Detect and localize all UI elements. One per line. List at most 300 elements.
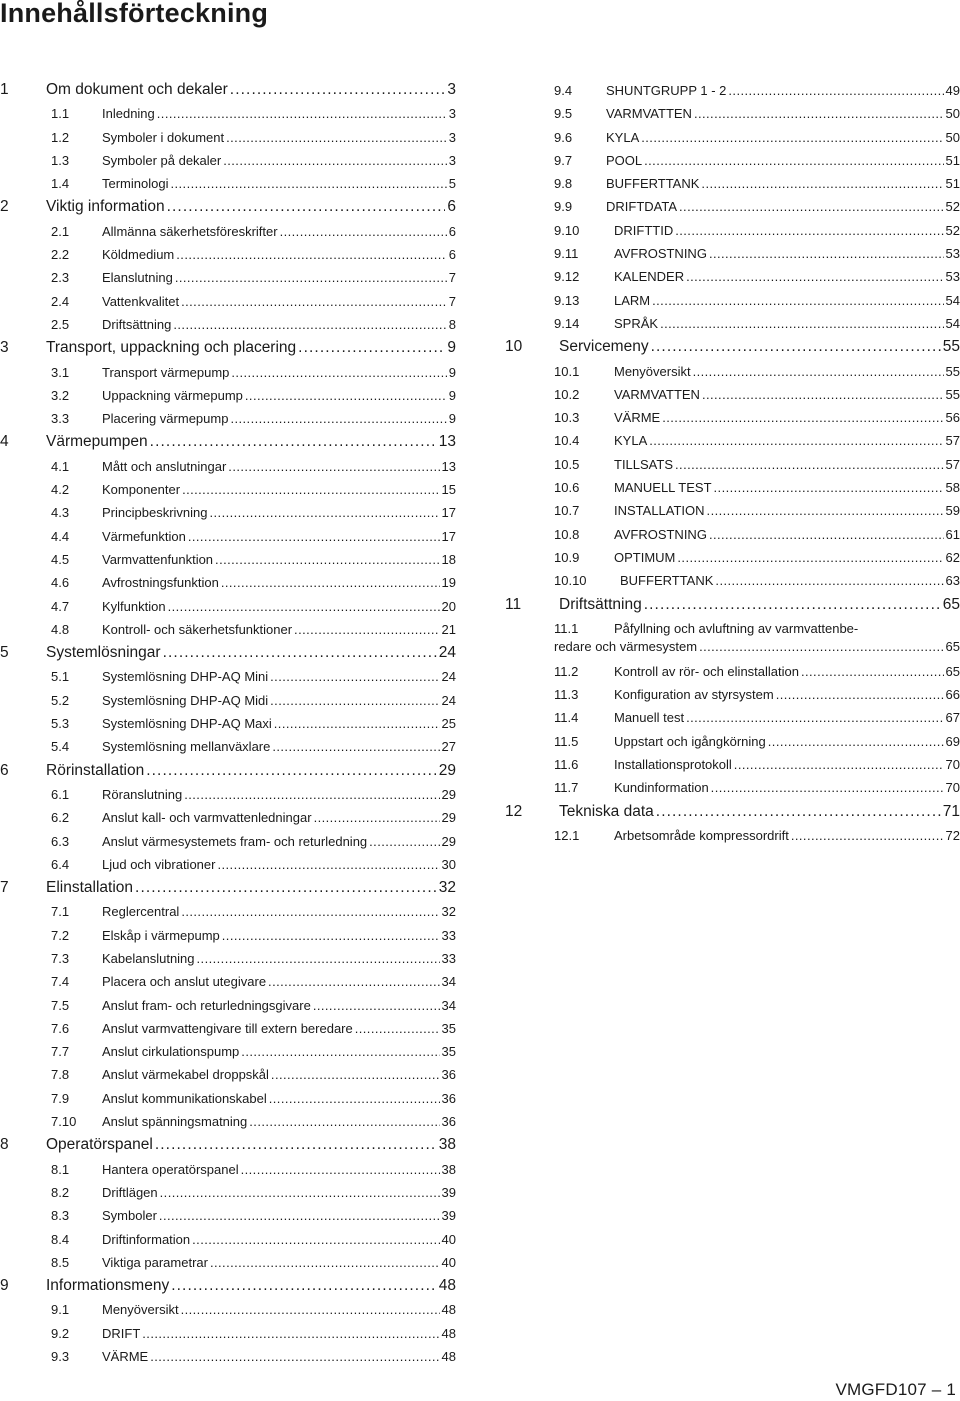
toc-section-entry[interactable] [0,172,456,195]
dot-leader [294,618,439,641]
dot-leader [181,900,439,923]
toc-section-entry[interactable] [0,595,456,618]
toc-section-entry[interactable] [0,830,456,853]
toc-entry-title: SPRÅK [614,315,659,331]
toc-entry-page: 50 [945,129,960,145]
toc-section-entry[interactable] [0,689,456,712]
toc-section-entry[interactable] [0,924,456,947]
toc-entry-page: 34 [441,974,456,990]
toc-entry-number: 9.13 [554,292,580,308]
toc-section-entry[interactable] [0,735,456,758]
toc-entry-number: 7.2 [51,927,70,943]
toc-entry-title: Komponenter [102,482,181,498]
toc-entry-title: VÄRME [614,410,661,426]
toc-section-entry[interactable] [0,266,456,289]
dot-leader [142,1322,439,1345]
toc-section-entry[interactable] [0,783,456,806]
dot-leader [210,501,440,524]
toc-entry-page: 70 [945,757,960,773]
toc-entry-title: Köldmedium [102,247,175,263]
toc-entry-title: Uppstart och igångkörning [614,733,766,749]
toc-entry-title: OPTIMUM [614,549,676,565]
toc-entry-page: 20 [441,598,456,614]
toc-entry-title: SHUNTGRUPP 1 - 2 [606,83,727,98]
dot-leader [714,476,944,499]
dot-leader [701,172,943,195]
toc-entry-page: 63 [945,573,960,589]
toc-entry-title: Systemlösning DHP-AQ Mini [102,669,269,685]
toc-entry-page: 54 [945,292,960,308]
toc-entry-page: 32 [438,879,456,897]
toc-section-entry[interactable] [0,102,456,125]
toc-entry-title: Systemlösningar [46,644,161,662]
toc-entry-page: 48 [438,1277,456,1295]
toc-entry-number: 7.5 [51,997,70,1013]
toc-section-entry[interactable] [0,665,456,688]
toc-entry-page: 32 [441,904,456,920]
toc-entry-title: Kabelanslutning [102,950,195,966]
toc-section-entry[interactable] [505,383,960,406]
toc-entry-number: 10.5 [554,456,580,472]
toc-chapter-entry[interactable] [0,759,456,783]
toc-chapter-entry[interactable] [0,1133,456,1157]
toc-entry-page: 40 [441,1254,456,1270]
toc-entry-page: 48 [441,1325,456,1341]
toc-chapter-entry[interactable] [0,78,456,102]
toc-entry-number: 4.5 [51,551,70,567]
toc-entry-page: 53 [945,269,960,285]
toc-entry-page: 3 [448,152,456,168]
toc-entry-number: 11.5 [554,733,579,749]
toc-entry-number: 9.7 [554,152,573,168]
dot-leader [675,453,944,476]
toc-section-entry[interactable] [0,525,456,548]
toc-section-entry[interactable] [0,806,456,829]
dot-leader [150,1345,439,1368]
dot-leader [241,1040,439,1063]
toc-entry-page: 34 [441,997,456,1013]
dot-leader [715,569,943,592]
toc-entry-title: Viktiga parametrar [102,1254,208,1270]
toc-entry-page: 48 [441,1349,456,1365]
toc-entry-title: Driftsättning [102,316,172,332]
toc-section-entry[interactable] [505,406,960,429]
dot-leader [699,638,943,656]
dot-leader [181,1298,440,1321]
dot-leader [231,361,446,384]
dot-leader [159,1204,440,1227]
toc-section-entry[interactable] [505,312,960,335]
dot-leader [222,924,440,947]
toc-section-entry[interactable] [0,1017,456,1040]
toc-entry-title: BUFFERTTANK [620,573,714,589]
toc-section-entry[interactable] [0,1345,456,1368]
toc-section-entry[interactable] [0,149,456,172]
toc-entry-number: 9.14 [554,315,580,331]
toc-entry-page: 57 [945,433,960,449]
dot-leader [694,102,944,125]
toc-entry-page: 66 [945,687,960,703]
toc-entry-number: 11.7 [554,780,579,796]
dot-leader [241,1158,440,1181]
toc-section-entry[interactable] [0,548,456,571]
dot-leader [173,313,446,336]
toc-entry-page: 52 [945,199,960,215]
toc-entry-number: 8.4 [51,1231,70,1247]
toc-entry-title: AVFROSTNING [614,526,707,542]
toc-entry-page: 36 [441,1114,456,1130]
toc-section-entry[interactable] [0,1204,456,1227]
toc-section-entry[interactable] [505,617,960,660]
toc-chapter-entry[interactable] [0,195,456,219]
toc-entry-page: 65 [945,663,960,679]
toc-section-entry[interactable] [0,1158,456,1181]
toc-section-entry[interactable] [505,265,960,288]
toc-section-entry[interactable] [505,730,960,753]
toc-entry-title: Symboler i dokument [102,129,225,145]
toc-entry-number: 11 [505,595,522,613]
toc-entry-title: Kylfunktion [102,598,166,614]
dot-leader [656,800,941,824]
toc-section-entry[interactable] [0,712,456,735]
toc-entry-number: 7.3 [51,950,70,966]
toc-entry-number: 6.3 [51,833,70,849]
toc-section-entry[interactable] [0,126,456,149]
toc-entry-number: 11.2 [554,663,579,679]
toc-entry-page: 36 [441,1067,456,1083]
toc-section-entry[interactable] [0,384,456,407]
toc-entry-page: 29 [441,810,456,826]
toc-section-entry[interactable] [0,853,456,876]
toc-entry-page: 9 [448,364,456,380]
toc-entry-page: 65 [942,595,960,613]
toc-entry-number: 1.4 [51,176,70,192]
toc-section-entry[interactable] [505,79,960,102]
toc-section-entry[interactable] [0,970,456,993]
toc-entry-number: 5.4 [51,739,70,755]
dot-leader [709,523,944,546]
toc-entry-number: 7.4 [51,974,70,990]
toc-entry-number: 4.7 [51,598,70,614]
toc-section-entry[interactable] [0,1228,456,1251]
toc-entry-page: 53 [945,246,960,262]
toc-entry-title: Driftsättning [559,595,642,613]
toc-chapter-entry[interactable] [505,800,960,824]
toc-chapter-entry[interactable] [0,641,456,665]
toc-entry-page: 9 [448,387,456,403]
toc-entry-title: Vattenkvalitet [102,293,180,309]
toc-section-entry[interactable] [0,1040,456,1063]
dot-leader [223,149,447,172]
toc-entry-title: Varmvattenfunktion [102,551,214,567]
dot-leader [272,735,439,758]
toc-entry-page: 24 [438,644,456,662]
toc-section-entry[interactable] [505,706,960,729]
toc-section-entry[interactable] [0,455,456,478]
toc-entry-title: DRIFT [102,1325,141,1341]
toc-entry-number: 10 [505,338,523,356]
toc-section-entry[interactable] [505,360,960,383]
dot-leader [217,853,439,876]
toc-entry-title: Operatörspanel [46,1136,153,1154]
dot-leader [662,406,943,429]
toc-entry-page: 72 [945,827,960,843]
toc-entry-title: DRIFTDATA [606,199,678,215]
toc-entry-page: 7 [448,270,456,286]
toc-section-entry[interactable] [505,429,960,452]
toc-entry-number: 4.6 [51,575,70,591]
dot-leader [270,665,439,688]
dot-leader [168,595,440,618]
toc-section-entry[interactable] [0,1322,456,1345]
toc-entry-number: 7.8 [51,1067,70,1083]
toc-section-entry[interactable] [0,290,456,313]
toc-section-entry[interactable] [505,102,960,125]
toc-entry-number: 9.11 [554,246,579,262]
toc-section-entry[interactable] [505,776,960,799]
toc-section-entry[interactable] [505,289,960,312]
dot-leader [197,947,440,970]
toc-section-entry[interactable] [505,242,960,265]
toc-section-entry[interactable] [0,1181,456,1204]
toc-chapter-entry[interactable] [0,336,456,360]
toc-entry-number: 8.2 [51,1184,70,1200]
toc-entry-number: 5.1 [51,669,70,685]
toc-section-entry[interactable] [0,243,456,266]
dot-leader [176,243,447,266]
toc-section-entry[interactable] [0,947,456,970]
toc-entry-page: 27 [441,739,456,755]
dot-leader [791,824,944,847]
toc-entry-number: 1 [0,81,9,98]
toc-entry-number: 10.8 [554,526,580,542]
toc-section-entry[interactable] [0,478,456,501]
toc-entry-number: 5.3 [51,716,70,732]
toc-section-entry[interactable] [505,149,960,172]
toc-entry-title: Värmepumpen [46,433,148,451]
toc-entry-title: Anslut värmesystemets fram- och returledning [102,833,368,849]
dot-leader [150,430,437,454]
toc-entry-number: 9.6 [554,129,573,145]
toc-section-entry[interactable] [505,824,960,847]
toc-entry-page: 6 [448,223,456,239]
toc-section-entry[interactable] [505,172,960,195]
toc-entry-title: Informationsmeny [46,1277,170,1295]
toc-section-entry[interactable] [0,1087,456,1110]
dot-leader [686,706,943,729]
toc-entry-page: 6 [447,198,456,216]
toc-entry-number: 2.2 [51,247,70,263]
toc-entry-title: Anslut värmekabel droppskål [102,1067,269,1083]
toc-chapter-entry[interactable] [0,430,456,454]
toc-section-entry[interactable] [505,683,960,706]
dot-leader [167,195,446,219]
toc-chapter-entry[interactable] [0,1274,456,1298]
toc-entry-page: 9 [448,411,456,427]
dot-leader [728,79,943,102]
dot-leader [155,1133,437,1157]
dot-leader [768,730,944,753]
dot-leader [660,312,943,335]
toc-entry-title: VARMVATTEN [614,386,700,402]
toc-entry-page: 51 [945,176,960,192]
toc-section-entry[interactable] [505,453,960,476]
toc-section-entry[interactable] [0,501,456,524]
toc-section-entry[interactable] [0,1298,456,1321]
toc-entry-page: 15 [441,482,456,498]
toc-entry-page: 17 [441,505,456,521]
toc-section-entry[interactable] [0,618,456,641]
toc-entry-number: 4.1 [51,458,70,474]
toc-entry-title: Placera och anslut utegivare [102,974,267,990]
dot-leader [679,195,944,218]
toc-entry-page: 57 [945,456,960,472]
dot-leader [355,1017,440,1040]
toc-entry-title: Reglercentral [102,904,180,920]
toc-entry-page: 51 [945,152,960,168]
dot-leader [707,499,944,522]
toc-entry-title: Transport, uppackning och placering [46,339,297,357]
toc-section-entry[interactable] [0,407,456,430]
toc-entry-title: KYLA [606,129,640,145]
toc-entry-title: MANUELL TEST [614,480,712,496]
dot-leader [226,126,447,149]
toc-entry-number: 3 [0,339,9,357]
toc-entry-title: Påfyllning och avluftning av varmvattenbe- [614,620,859,636]
toc-section-entry[interactable] [505,219,960,242]
dot-leader [184,783,439,806]
dot-leader [157,102,447,125]
toc-entry-page: 49 [945,83,960,98]
toc-entry-number: 6.4 [51,856,70,872]
toc-entry-number: 9.4 [554,83,573,98]
toc-entry-number: 4.8 [51,621,70,637]
toc-column-left [0,78,456,1368]
toc-entry-number: 2.5 [51,316,70,332]
toc-section-entry[interactable] [505,546,960,569]
dot-leader [269,1087,440,1110]
toc-entry-number: 10.2 [554,386,580,402]
toc-chapter-entry[interactable] [505,335,960,359]
toc-section-entry[interactable] [0,220,456,243]
toc-entry-number: 5 [0,644,9,662]
dot-leader [675,219,943,242]
toc-entry-number: 8.1 [51,1161,70,1177]
dot-leader [702,383,944,406]
toc-entry-number: 1.3 [51,152,70,168]
toc-section-entry[interactable] [0,313,456,336]
toc-chapter-entry[interactable] [0,876,456,900]
toc-entry-number: 9.8 [554,176,573,192]
toc-section-entry[interactable] [505,523,960,546]
toc-entry-page: 39 [441,1184,456,1200]
dot-leader [644,149,943,172]
toc-entry-title: Anslut kommunikationskabel [102,1090,267,1106]
dot-leader [181,290,447,313]
dot-leader [270,689,439,712]
toc-section-entry[interactable] [0,1251,456,1274]
toc-entry-page: 39 [441,1208,456,1224]
toc-entry-title: Anslut spänningsmatning [102,1114,248,1130]
toc-entry-title: Elinstallation [46,879,134,897]
dot-leader [175,266,447,289]
toc-section-entry[interactable] [505,126,960,149]
toc-section-entry[interactable] [505,753,960,776]
toc-section-entry[interactable] [0,994,456,1017]
toc-entry-page: 52 [945,222,960,238]
toc-entry-title: Menyöversikt [102,1302,179,1318]
toc-section-entry[interactable] [505,476,960,499]
dot-leader [249,1110,439,1133]
toc-entry-number: 10.4 [554,433,580,449]
toc-entry-number: 11.6 [554,757,579,773]
toc-entry-page: 29 [441,786,456,802]
dot-leader [711,776,944,799]
toc-entry-title: Symboler [102,1208,157,1224]
dot-leader [693,360,944,383]
toc-entry-title: BUFFERTTANK [606,176,700,192]
toc-section-entry[interactable] [0,1063,456,1086]
dot-leader [192,1228,439,1251]
toc-entry-number: 9.9 [554,199,573,215]
toc-column-right [505,79,960,847]
toc-entry-page: 69 [945,733,960,749]
toc-section-entry[interactable] [0,1110,456,1133]
toc-section-entry[interactable] [0,361,456,384]
dot-leader [135,876,437,900]
toc-entry-number: 11.3 [554,687,579,703]
toc-section-entry[interactable] [0,900,456,923]
toc-entry-line [554,620,960,638]
toc-section-entry[interactable] [505,499,960,522]
toc-entry-title: VARMVATTEN [606,106,692,122]
toc-entry-page: 30 [441,856,456,872]
toc-entry-number: 10.9 [554,549,580,565]
dot-leader [649,429,943,452]
toc-entry-title: Röranslutning [102,786,183,802]
toc-entry-page: 56 [945,410,960,426]
toc-entry-title: Systemlösning DHP-AQ Maxi [102,716,272,732]
toc-section-entry[interactable] [505,195,960,218]
dot-leader [268,970,439,993]
toc-entry-number: 6.1 [51,786,70,802]
toc-entry-page: 6 [448,247,456,263]
toc-entry-title: Placering värmepump [102,411,229,427]
toc-entry-page: 24 [441,669,456,685]
toc-entry-title: POOL [606,152,643,168]
toc-section-entry[interactable] [0,571,456,594]
toc-section-entry[interactable] [505,569,960,592]
dot-leader [170,172,446,195]
toc-entry-title: Viktig information [46,198,165,216]
toc-entry-number: 4 [0,433,9,451]
dot-leader [776,683,944,706]
toc-entry-number: 12.1 [554,827,580,843]
dot-leader [651,335,941,359]
toc-entry-title: Kontroll- och säkerhetsfunktioner [102,621,293,637]
dot-leader [228,455,439,478]
toc-section-entry[interactable] [505,660,960,683]
toc-entry-number: 1.2 [51,129,70,145]
dot-leader [146,759,437,783]
toc-chapter-entry[interactable] [505,593,960,617]
toc-entry-page: 50 [945,106,960,122]
dot-leader [163,641,437,665]
toc-entry-page: 70 [945,780,960,796]
toc-entry-title: KALENDER [614,269,685,285]
dot-leader [221,571,440,594]
dot-leader [160,1181,440,1204]
